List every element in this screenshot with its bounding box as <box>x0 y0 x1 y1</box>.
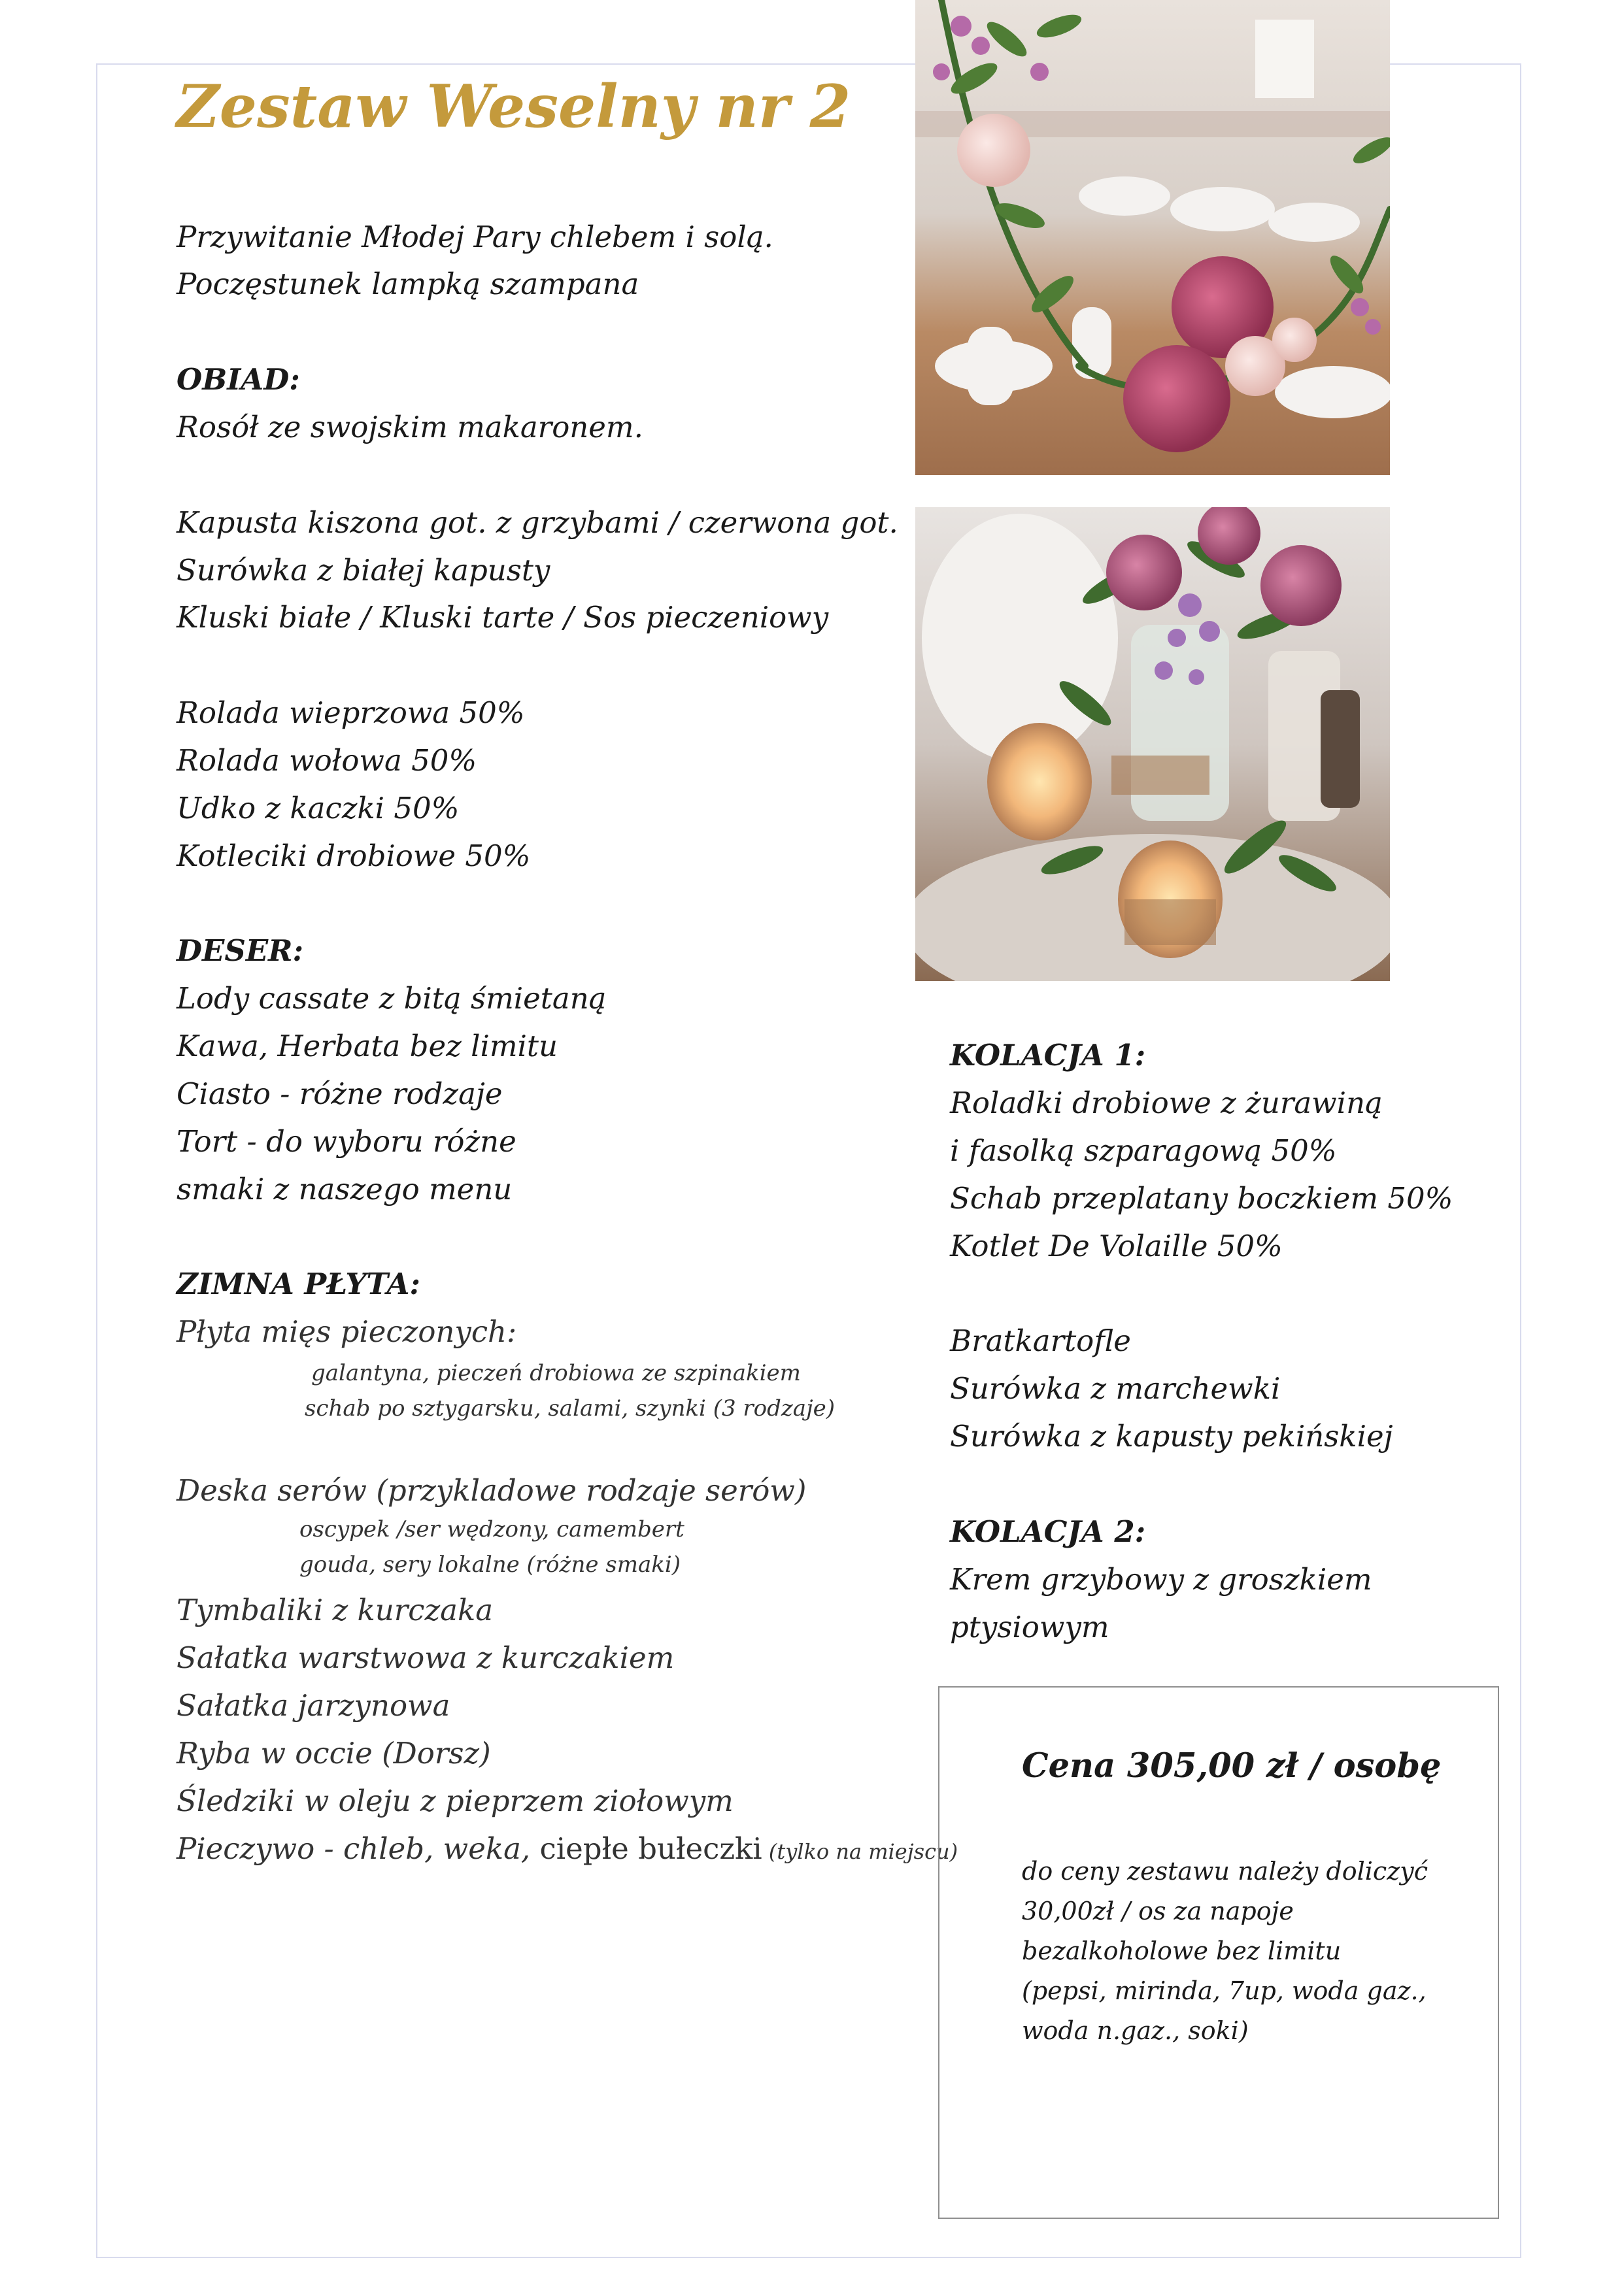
cheese-board-title: Deska serów (przykladowe rodzaje serów) <box>177 1473 807 1508</box>
right-section-heading: KOLACJA 1: <box>950 1038 1146 1073</box>
left-menu-line: smaki z naszego menu <box>177 1172 513 1206</box>
cold-item: Ryba w occie (Dorsz) <box>177 1736 491 1771</box>
cold-item: Tymbaliki z kurczaka <box>177 1593 494 1627</box>
cold-item: Sałatka jarzynowa <box>177 1688 450 1723</box>
menu-title: Zestaw Weselny nr 2 <box>177 72 851 141</box>
price-note-line: 30,00zł / os za napoje <box>1022 1897 1294 1925</box>
left-menu-line: Udko z kaczki 50% <box>177 791 460 825</box>
left-section-heading: ZIMNA PŁYTA: <box>177 1267 421 1301</box>
left-menu-line: Przywitanie Młodej Pary chlebem i solą. <box>177 220 773 254</box>
right-menu-line: Schab przeplatany boczkiem 50% <box>950 1181 1453 1216</box>
right-menu-line: Surówka z marchewki <box>950 1371 1281 1406</box>
right-menu-line: Bratkartofle <box>950 1323 1131 1358</box>
left-menu-line: Rolada wieprzowa 50% <box>177 695 525 730</box>
right-menu-line: ptysiowym <box>950 1610 1109 1644</box>
left-menu-line: Płyta mięs pieczonych: <box>177 1314 517 1349</box>
cold-meats-detail-1: galantyna, pieczeń drobiowa ze szpinakiem <box>311 1360 801 1386</box>
left-section-heading: OBIAD: <box>177 362 300 397</box>
price-note-line: do ceny zestawu należy doliczyć <box>1022 1857 1428 1886</box>
cold-item: Sałatka warstwowa z kurczakiem <box>177 1640 675 1675</box>
price-note-line: bezalkoholowe bez limitu <box>1022 1937 1342 1965</box>
right-menu-line: Roladki drobiowe z żurawiną <box>950 1086 1383 1120</box>
cheese-detail-1: oscypek /ser wędzony, camembert <box>299 1516 684 1542</box>
on-site-note: (tylko na miejscu) <box>762 1839 958 1864</box>
left-menu-line: Kapusta kiszona got. z grzybami / czerwona got. <box>177 505 898 540</box>
right-section-heading: KOLACJA 2: <box>950 1514 1146 1549</box>
cheese-detail-2: gouda, sery lokalne (różne smaki) <box>299 1552 681 1578</box>
right-menu-line: Surówka z kapusty pekińskiej <box>950 1419 1393 1454</box>
left-menu-line: Poczęstunek lampką szampana <box>177 267 639 301</box>
left-menu-line: Kawa, Herbata bez limitu <box>177 1029 558 1063</box>
cold-item: Śledziki w oleju z pieprzem ziołowym <box>177 1784 734 1818</box>
bread-line <box>177 1831 958 1866</box>
left-section-heading: DESER: <box>177 933 304 968</box>
price-note-line: (pepsi, mirinda, 7up, woda gaz., <box>1022 1976 1427 2005</box>
right-menu-line: Kotlet De Volaille 50% <box>950 1229 1283 1263</box>
left-menu-line: Kotleciki drobiowe 50% <box>177 839 531 873</box>
left-menu-line: Lody cassate z bitą śmietaną <box>177 981 607 1016</box>
table-candles-flowers-photo <box>915 507 1390 981</box>
left-menu-line: Ciasto - różne rodzaje <box>177 1076 503 1111</box>
price-note-line: woda n.gaz., soki) <box>1022 2016 1249 2045</box>
right-menu-line: Krem grzybowy z groszkiem <box>950 1562 1372 1597</box>
left-menu-line: Surówka z białej kapusty <box>177 553 550 588</box>
left-menu-line: Rolada wołowa 50% <box>177 743 477 778</box>
bread-text: Pieczywo - chleb, weka, <box>177 1831 540 1866</box>
price-title: Cena 305,00 zł / osobę <box>1022 1746 1442 1786</box>
right-menu-line: i fasolką szparagową 50% <box>950 1133 1337 1168</box>
cold-meats-detail-2: schab po sztygarsku, salami, szynki (3 rodzaje) <box>305 1395 836 1422</box>
left-menu-line: Rosół ze swojskim makaronem. <box>177 410 643 444</box>
left-menu-line: Kluski białe / Kluski tarte / Sos pieczeniowy <box>177 600 829 635</box>
warm-rolls-text: ciepłe bułeczki <box>539 1831 762 1866</box>
wedding-hall-flowers-photo <box>915 0 1390 475</box>
left-menu-line: Tort - do wyboru różne <box>177 1124 516 1159</box>
